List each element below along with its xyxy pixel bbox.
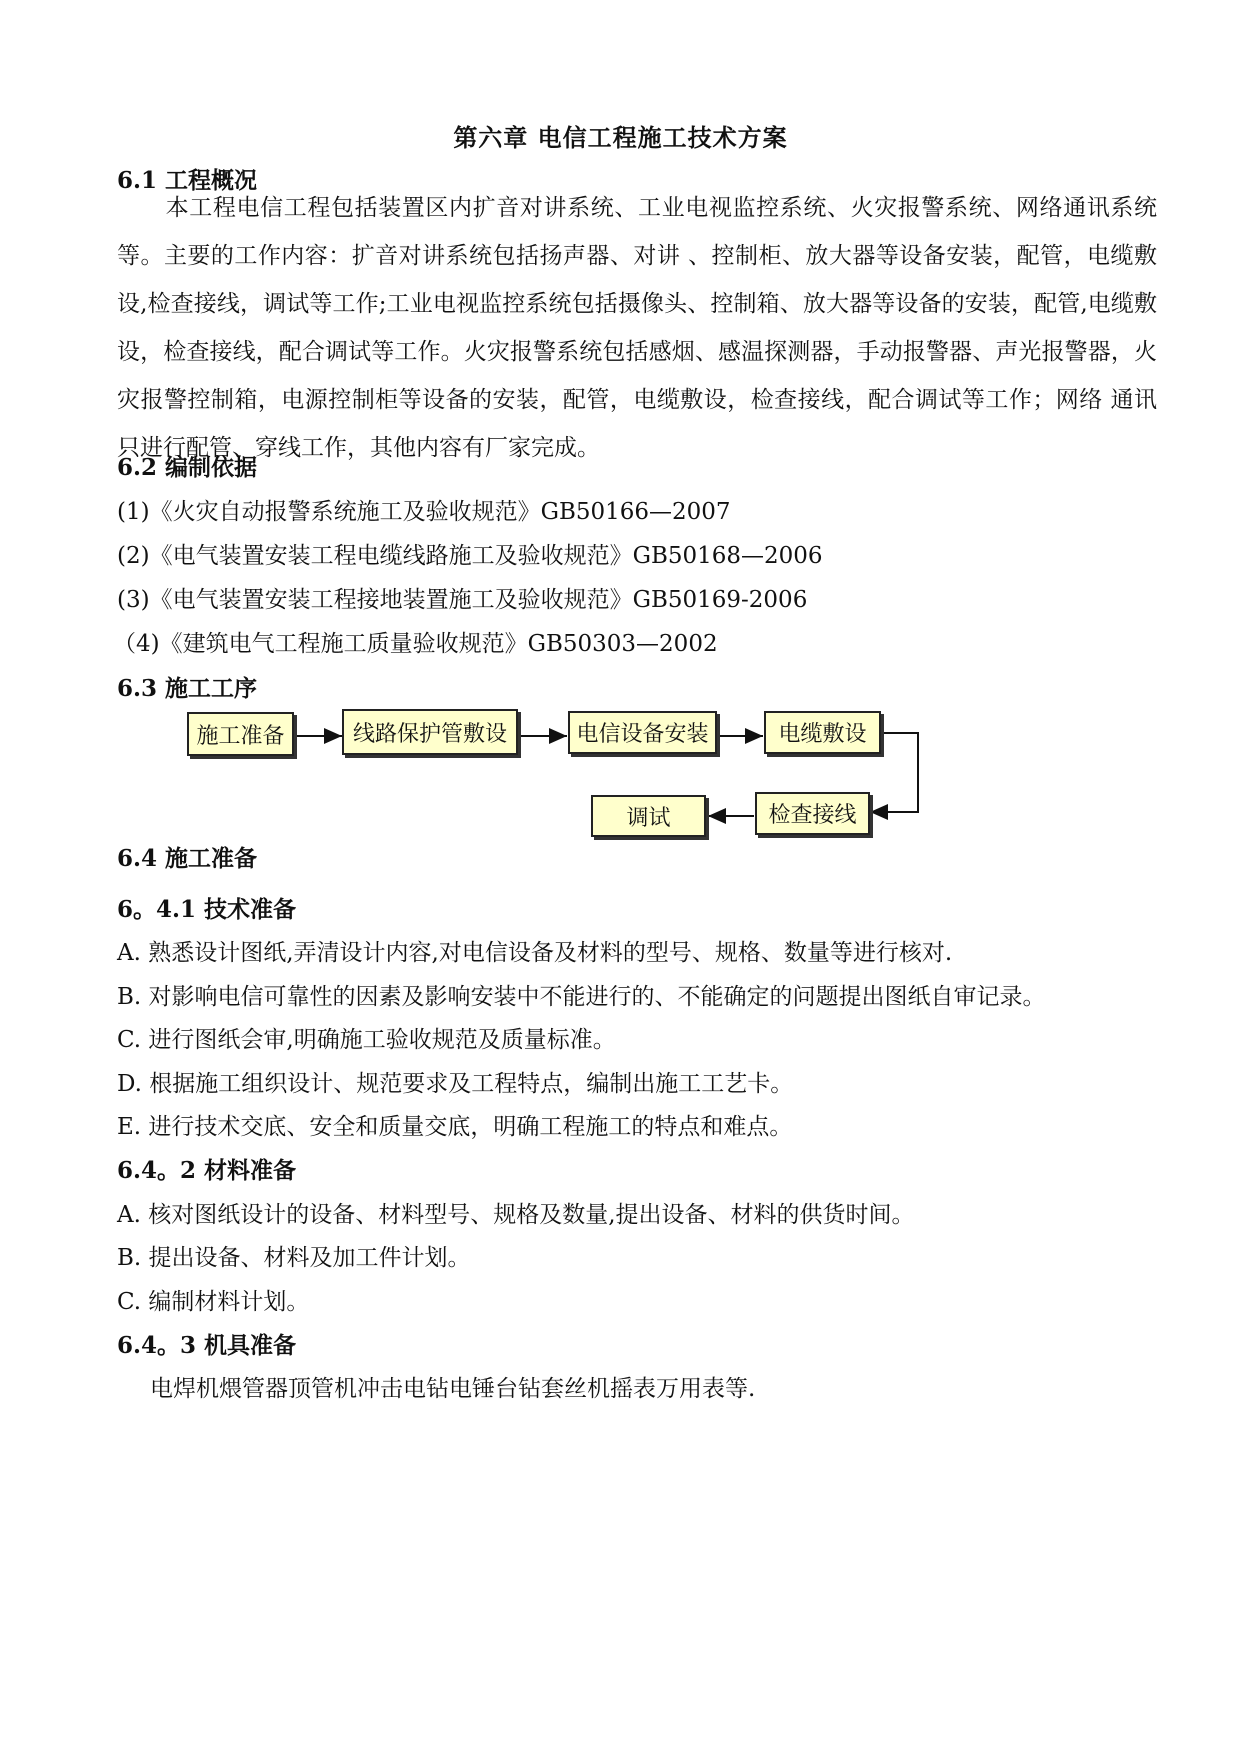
overview-paragraph xyxy=(117,184,1157,472)
tech-item-b: B. 对影响电信可靠性的因素及影响安装中不能进行的、不能确定的问题提出图纸自审记录。 xyxy=(117,984,1046,1010)
subsection-heading-6-4-2: 6.4。2 材料准备 xyxy=(117,1157,297,1184)
subsection-heading-6-4-3: 6.4。3 机具准备 xyxy=(117,1332,297,1359)
tech-item-c: C. 进行图纸会审,明确施工验收规范及质量标准。 xyxy=(117,1027,616,1053)
page-title: 第六章 电信工程施工技术方案 xyxy=(453,123,788,152)
material-item-c: C. 编制材料计划。 xyxy=(117,1289,310,1315)
section-heading-6-3: 6.3 施工工序 xyxy=(117,675,258,702)
tech-item-e: E. 进行技术交底、安全和质量交底，明确工程施工的特点和难点。 xyxy=(117,1114,793,1140)
flow-step-conduit: 线路保护管敷设 xyxy=(342,709,518,755)
flow-step-prepare: 施工准备 xyxy=(187,712,294,756)
tech-item-a: A. 熟悉设计图纸,弄清设计内容,对电信设备及材料的型号、规格、数量等进行核对. xyxy=(117,940,953,966)
material-item-b: B. 提出设备、材料及加工件计划。 xyxy=(117,1245,471,1271)
section-heading-6-2: 6.2 编制依据 xyxy=(117,454,258,481)
tech-item-d: D. 根据施工组织设计、规范要求及工程特点，编制出施工工艺卡。 xyxy=(117,1071,794,1097)
flow-step-debug: 调试 xyxy=(591,795,706,837)
tools-text: 电焊机煨管器顶管机冲击电钻电锤台钻套丝机摇表万用表等. xyxy=(150,1376,756,1402)
flow-step-cable: 电缆敷设 xyxy=(764,711,881,754)
flow-step-equipment: 电信设备安装 xyxy=(568,711,717,754)
reference-item-4: （4)《建筑电气工程施工质量验收规范》GB50303—2002 xyxy=(113,631,718,657)
section-heading-6-4: 6.4 施工准备 xyxy=(117,845,258,872)
section-heading-6-1: 6.1 工程概况 xyxy=(117,167,258,194)
overview-text: 本工程电信工程包括装置区内扩音对讲系统、工业电视监控系统、火灾报警系统、网络通讯系统等。主要的工作内容：扩音对讲系统包括扬声器、对讲 、控制柜、放大器等设备安装，配管，电缆敷设,检查接线，调试等工作;工业电视监控系统包括摄像头、控制箱、放大器等设备的安装，配管,电缆敷设，检查接线，配合调试等工作。火灾报警系统包括感烟、感温探测器，手动报警器、声光报警器，火灾报警控制箱，电源控制柜等设备的安装，配管，电缆敷设，检查接线，配合调试等工作；网络 通讯只进行配管、穿线工作，其他内容有厂家完成。 xyxy=(117,195,1157,461)
reference-item-1: (1)《火灾自动报警系统施工及验收规范》GB50166—2007 xyxy=(117,499,731,525)
subsection-heading-6-4-1: 6。4.1 技术准备 xyxy=(117,896,297,923)
flow-step-check-wiring: 检查接线 xyxy=(755,792,870,835)
reference-item-2: (2)《电气装置安装工程电缆线路施工及验收规范》GB50168—2006 xyxy=(117,543,823,569)
reference-item-3: (3)《电气装置安装工程接地装置施工及验收规范》GB50169-2006 xyxy=(117,587,808,613)
material-item-a: A. 核对图纸设计的设备、材料型号、规格及数量,提出设备、材料的供货时间。 xyxy=(117,1202,915,1228)
